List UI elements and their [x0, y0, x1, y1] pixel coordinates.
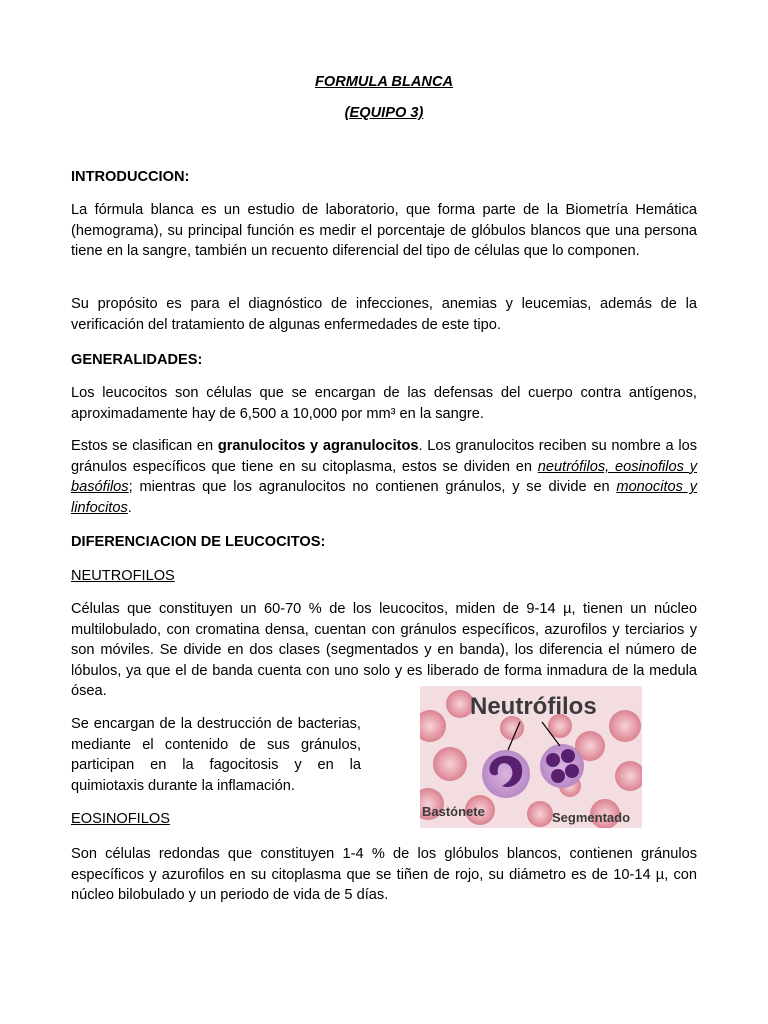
granulocitos-types: neutrófilos, eosinofilos y basófilos [71, 458, 697, 496]
heading-generalidades: GENERALIDADES: [71, 352, 203, 368]
heading-neutrofilos: NEUTROFILOS [71, 568, 175, 584]
figure-label-bastonete: Bastónete [422, 804, 485, 819]
generalidades-paragraph-1: Los leucocitos son células que se encargan de las defensas del cuerpo contra antígenos, aproximadamente hay de 6,500 a 10,000 por mm³ en la sangre. [71, 385, 697, 422]
heading-diferenciacion: DIFERENCIACION DE LEUCOCITOS: [71, 534, 326, 550]
band-neutrophil [482, 750, 530, 798]
figure-label-segmentado: Segmentado [552, 810, 631, 825]
figure-title: Neutrófilos [470, 693, 597, 720]
intro-paragraph-1: La fórmula blanca es un estudio de laboratorio, que forma parte de la Biometría Hemática (hemograma), su principal función es medir el porcentaje de glóbulos blancos que una persona tiene en la sangre, también un recuento diferencial del tipo de células que lo componen. [71, 202, 697, 260]
intro-paragraph-2: Su propósito es para el diagnóstico de infecciones, anemias y leucemias, además de la verificación del tratamiento de algunas enfermedades de este tipo. [71, 296, 697, 333]
heading-introduccion: INTRODUCCION: [71, 169, 190, 185]
generalidades-paragraph-2 [71, 436, 697, 518]
p2-text-a: Estos se clasifican en [71, 438, 218, 454]
p2-text-g: . [127, 499, 132, 516]
segmented-neutrophil [540, 744, 584, 788]
heading-eosinofilos: EOSINOFILOS [71, 811, 170, 827]
neutrofilos-micrograph [420, 686, 642, 828]
agranulocitos-types: monocitos y linfocitos [71, 479, 697, 516]
p2-text-e: ; mientras que los agranulocitos no contienen gránulos, y se divide en [128, 479, 617, 496]
neutrofilos-paragraph-2: Se encargan de la destrucción de bacterias, mediante el contenido de sus gránulos, participan en la fagocitosis y en la quimiotaxis durante la inflamación. [71, 716, 361, 794]
document-subtitle: (EQUIPO 3) [344, 105, 424, 121]
document-title: FORMULA BLANCA [314, 74, 454, 90]
neutrofilos-paragraph-1: Células que constituyen un 60-70 % de los leucocitos, miden de 9-14 µ, tienen un núcleo multilobulado, con cromatina densa, cuentan con gránulos específicos, azurofilos y terciarios y son móviles. Se divide en dos clases (segmentados y en banda), los diferencia el número de lóbulos, ya que el de banda cuenta con uno solo y es liberado de forma inmadura de la medula ósea. [71, 601, 697, 700]
eosinofilos-paragraph-1: Son células redondas que constituyen 1-4 % de los glóbulos blancos, contienen gránulos específicos y azurofilos en su citoplasma que se tiñen de rojo, su diámetro es de 10-14 µ, con núcleo bilobulado y un periodo de vida de 5 días. [71, 846, 697, 904]
p2-text-c: . Los granulocitos reciben su nombre a los gránulos específicos que tiene en su citoplasma, estos se dividen en [71, 438, 697, 475]
granulocitos-bold: granulocitos y agranulocitos [217, 438, 419, 454]
